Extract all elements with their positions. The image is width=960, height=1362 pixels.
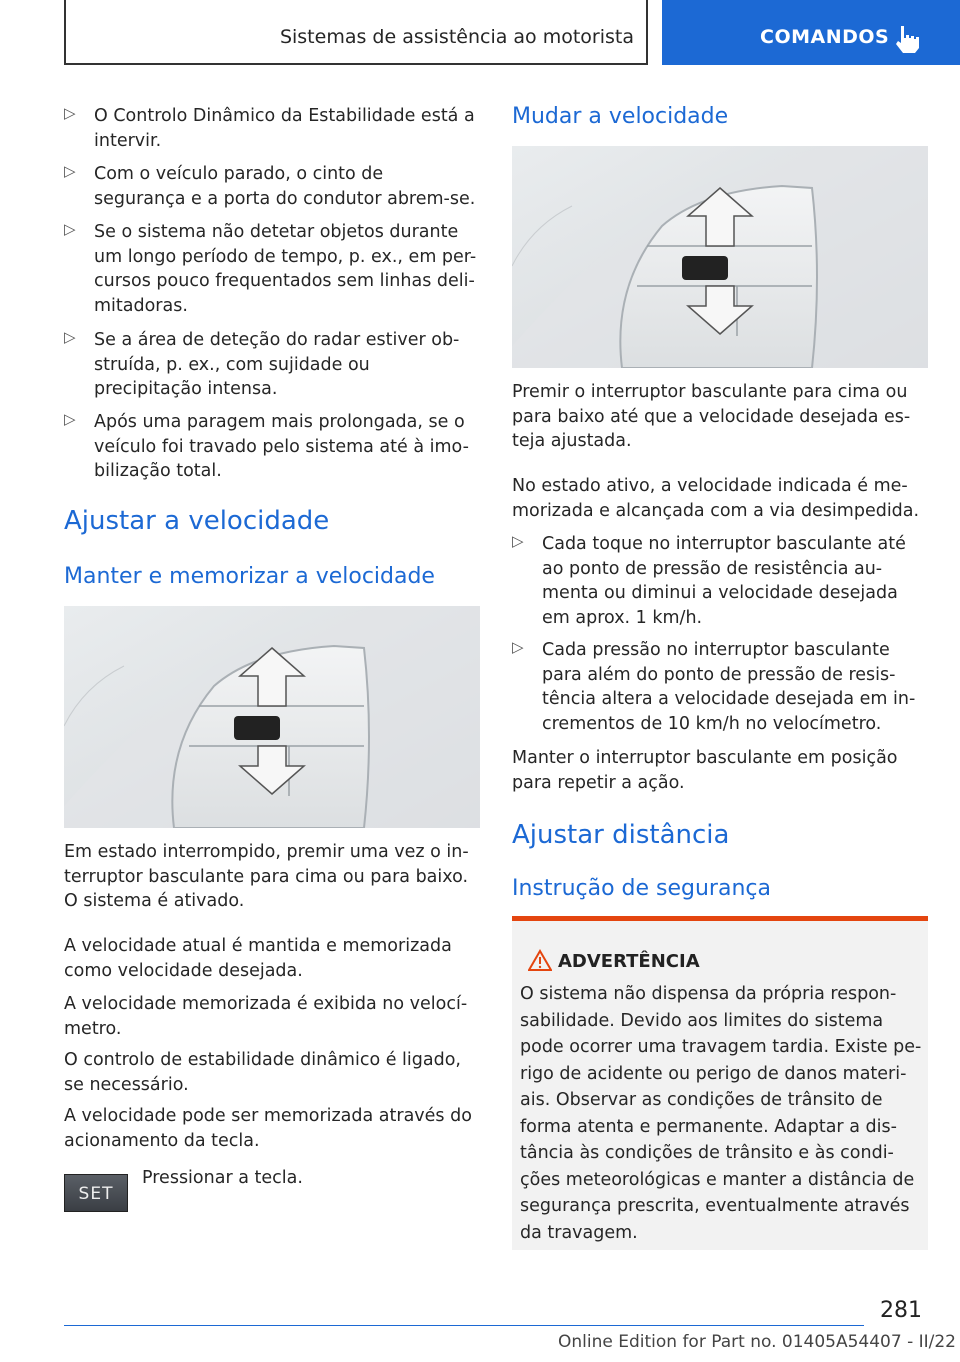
bullet-text: Se o sistema não detetar objetos durante um longo período de tempo, p. ex., em per-cursos pouco frequentados sem linhas deli-mitadoras.	[94, 222, 477, 316]
triangle-bullet-icon: ▷	[64, 410, 76, 428]
header-chapter-title: COMANDOS	[760, 26, 890, 48]
bullet-text: Se a área de deteção do radar estiver ob-struída, p. ex., com sujidade ou precipitação intensa.	[94, 330, 460, 399]
footer-edition: Online Edition for Part no. 01405A54407 - II/22	[557, 1332, 956, 1352]
triangle-bullet-icon: ▷	[64, 104, 76, 122]
triangle-bullet-icon: ▷	[512, 638, 524, 656]
steering-switch-photo	[64, 606, 480, 828]
paragraph: A velocidade pode ser memorizada através do acionamento da tecla.	[64, 1106, 472, 1151]
heading-instrucao-seguranca: Instrução de segurança	[512, 876, 771, 901]
steering-switch-photo	[512, 146, 928, 368]
triangle-bullet-icon: ▷	[64, 220, 76, 238]
paragraph: A velocidade memorizada é exibida no velocí-metro.	[64, 994, 468, 1039]
key-instruction: Pressionar a tecla.	[142, 1168, 303, 1188]
warning-box	[512, 916, 928, 1250]
footer-divider	[64, 1325, 864, 1326]
set-key-button-image: SET	[64, 1174, 128, 1212]
warning-text: O sistema não dispensa da própria respon-sabilidade. Devido aos limites do sistema pode ocorrer uma travagem tardia. Existe pe-rigo de acidente ou perigo de danos materi-ais. Observar as condições de trânsito de forma atenta e permanente. Adaptar a dis-tância às condições de trânsito e às condi-ções meteorológicas e manter a distância de segurança prescrita, eventualmente através da travagem.	[520, 984, 922, 1243]
triangle-bullet-icon: ▷	[512, 532, 524, 550]
paragraph: Em estado interrompido, premir uma vez o in-terruptor basculante para cima ou para baixo. O sistema é ativado.	[64, 842, 469, 911]
bullet-text: Cada toque no interruptor basculante até ao ponto de pressão de resistência au-menta ou diminui a velocidade desejada em aprox. 1 km/h.	[542, 534, 906, 628]
triangle-bullet-icon: ▷	[64, 328, 76, 346]
heading-manter-memorizar: Manter e memorizar a velocidade	[64, 564, 435, 589]
warning-triangle-icon	[528, 949, 552, 971]
bullet-text: O Controlo Dinâmico da Estabilidade está a intervir.	[94, 106, 475, 151]
paragraph: Manter o interruptor basculante em posição para repetir a ação.	[512, 748, 898, 793]
heading-ajustar-distancia: Ajustar distância	[512, 820, 730, 850]
paragraph: Premir o interruptor basculante para cima ou para baixo até que a velocidade desejada es-teja ajustada.	[512, 382, 911, 451]
bullet-text: Com o veículo parado, o cinto de segurança e a porta do condutor abrem-se.	[94, 164, 476, 209]
paragraph: A velocidade atual é mantida e memorizada como velocidade desejada.	[64, 936, 452, 981]
warning-title: ADVERTÊNCIA	[558, 951, 700, 972]
heading-mudar-velocidade: Mudar a velocidade	[512, 104, 729, 129]
header-section-title: Sistemas de assistência ao motorista	[279, 26, 634, 48]
heading-ajustar-velocidade: Ajustar a velocidade	[64, 506, 330, 536]
hand-pointer-icon	[894, 24, 920, 54]
paragraph: No estado ativo, a velocidade indicada é me-morizada e alcançada com a via desimpedida.	[512, 476, 920, 521]
paragraph: O controlo de estabilidade dinâmico é ligado, se necessário.	[64, 1050, 461, 1095]
header-chapter-tab	[662, 0, 960, 65]
page-number: 281	[880, 1298, 922, 1323]
triangle-bullet-icon: ▷	[64, 162, 76, 180]
header-section-tab	[64, 0, 648, 65]
bullet-text: Cada pressão no interruptor basculante para além do ponto de pressão de resis-tência altera a velocidade desejada em in-crementos de 10 km/h no velocímetro.	[542, 640, 916, 734]
bullet-text: Após uma paragem mais prolongada, se o veículo foi travado pelo sistema até à imo-bilização total.	[94, 412, 469, 481]
